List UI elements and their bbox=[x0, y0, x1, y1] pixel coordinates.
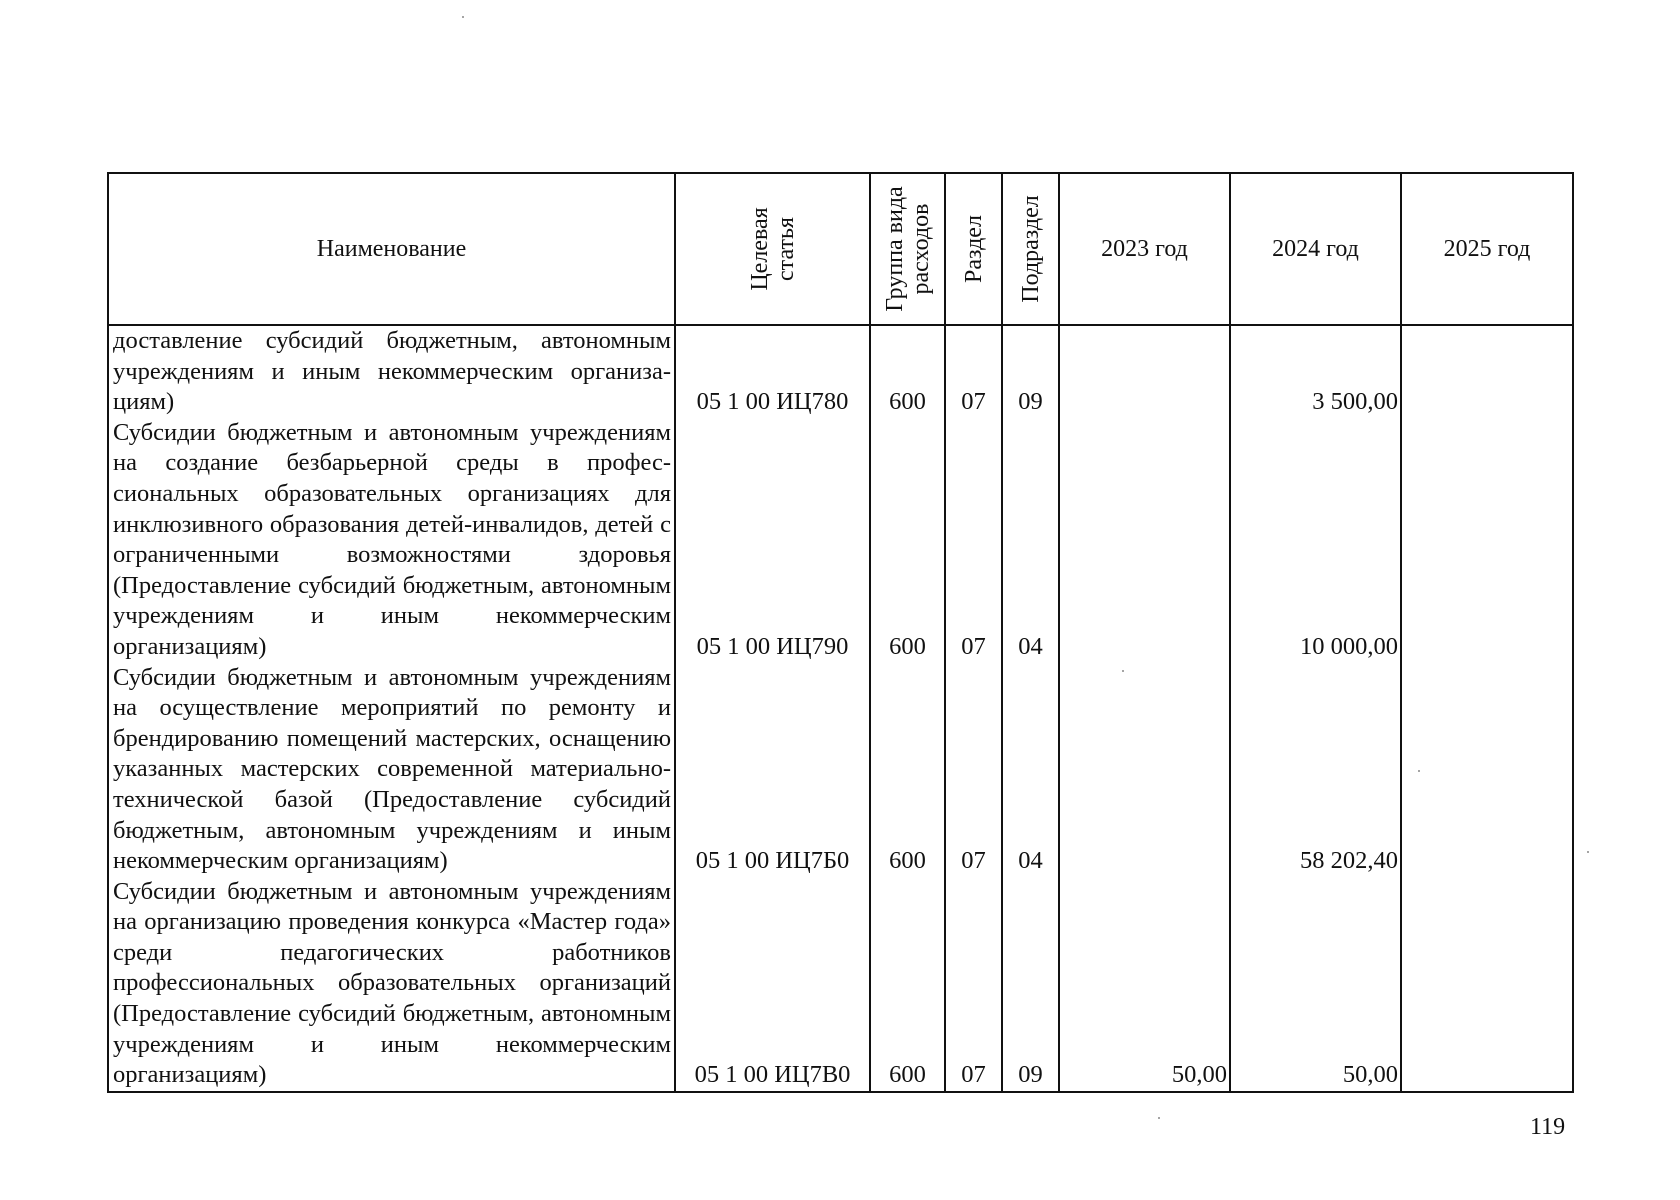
scan-speck bbox=[462, 16, 464, 18]
row-subsection: 04 bbox=[1002, 663, 1059, 877]
table-body bbox=[108, 325, 1573, 1092]
header-2025-label: 2025 год bbox=[1443, 235, 1531, 262]
row-2024: 3 500,00 bbox=[1230, 325, 1401, 418]
table-row bbox=[108, 325, 1573, 418]
row-2023 bbox=[1059, 663, 1230, 877]
header-section-label: Раздел bbox=[960, 215, 987, 283]
row-group: 600 bbox=[870, 663, 945, 877]
row-2025 bbox=[1401, 418, 1573, 663]
row-target: 05 1 00 ИЦ7Б0 bbox=[675, 663, 870, 877]
row-2023 bbox=[1059, 325, 1230, 418]
header-target bbox=[675, 173, 870, 325]
row-target: 05 1 00 ИЦ7В0 bbox=[675, 877, 870, 1092]
header-target-line1: Целевая bbox=[746, 207, 773, 291]
row-subsection: 09 bbox=[1002, 325, 1059, 418]
header-section bbox=[945, 173, 1002, 325]
scan-speck bbox=[1418, 770, 1420, 772]
table-row bbox=[108, 418, 1573, 663]
table-row bbox=[108, 663, 1573, 877]
row-name: Субсидии бюджетным и автономным учреждениям на осуществление мероприятий по ремонту и брендированию помещений мастерских, оснащению указанных мастерских современной материально-технической базой (Предоставление субсидий бюджетным, автономным учреждениям и иным некоммерческим организациям) bbox=[108, 663, 675, 877]
header-target-line2: статья bbox=[772, 217, 799, 281]
header-subsection-label: Подраздел bbox=[1017, 195, 1044, 303]
header-2024 bbox=[1230, 173, 1401, 325]
scan-speck bbox=[1587, 851, 1589, 853]
row-target: 05 1 00 ИЦ790 bbox=[675, 418, 870, 663]
row-2025 bbox=[1401, 325, 1573, 418]
header-group-line2: расходов bbox=[907, 203, 934, 295]
table-row bbox=[108, 877, 1573, 1092]
row-section: 07 bbox=[945, 877, 1002, 1092]
row-section: 07 bbox=[945, 663, 1002, 877]
page-number: 119 bbox=[1530, 1114, 1566, 1140]
row-section: 07 bbox=[945, 418, 1002, 663]
row-name: Субсидии бюджетным и автономным учреждениям на организацию проведения конкурса «Мастер года» среди педагогических работников профессиональных образовательных организаций (Предоставление субсидий бюджетным, автономным учреждениям и иным некоммерческим организациям) bbox=[108, 877, 675, 1092]
scan-speck bbox=[1158, 1117, 1160, 1119]
header-group bbox=[870, 173, 945, 325]
row-name: доставление субсидий бюджетным, автономным учреждениям и иным некоммерческим организациям) bbox=[108, 325, 675, 418]
row-2024: 50,00 bbox=[1230, 877, 1401, 1092]
row-2024: 10 000,00 bbox=[1230, 418, 1401, 663]
header-name-label: Наименование bbox=[316, 235, 467, 262]
header-2024-label: 2024 год bbox=[1272, 235, 1359, 262]
row-2025 bbox=[1401, 877, 1573, 1092]
row-2023: 50,00 bbox=[1059, 877, 1230, 1092]
row-subsection: 09 bbox=[1002, 877, 1059, 1092]
header-2023-label: 2023 год bbox=[1101, 235, 1188, 262]
row-section: 07 bbox=[945, 325, 1002, 418]
header-group-line1: Группа вида bbox=[881, 186, 908, 312]
row-group: 600 bbox=[870, 418, 945, 663]
header-name bbox=[108, 173, 675, 325]
scan-speck bbox=[1122, 670, 1124, 672]
header-subsection bbox=[1002, 173, 1059, 325]
row-subsection: 04 bbox=[1002, 418, 1059, 663]
header-2023 bbox=[1059, 173, 1230, 325]
budget-table bbox=[107, 172, 1574, 1093]
header-2025 bbox=[1401, 173, 1573, 325]
row-group: 600 bbox=[870, 877, 945, 1092]
row-name: Субсидии бюджетным и автономным учреждениям на создание безбарьерной среды в профессиональных образовательных организациях для инклюзивного образования детей-инвалидов, детей с ограниченными возможностями здоровья (Предоставление субсидий бюджетным, автономным учреждениям и иным некоммерческим организациям) bbox=[108, 418, 675, 663]
row-target: 05 1 00 ИЦ780 bbox=[675, 325, 870, 418]
row-2025 bbox=[1401, 663, 1573, 877]
row-group: 600 bbox=[870, 325, 945, 418]
row-2024: 58 202,40 bbox=[1230, 663, 1401, 877]
row-2023 bbox=[1059, 418, 1230, 663]
table-header bbox=[108, 173, 1573, 325]
